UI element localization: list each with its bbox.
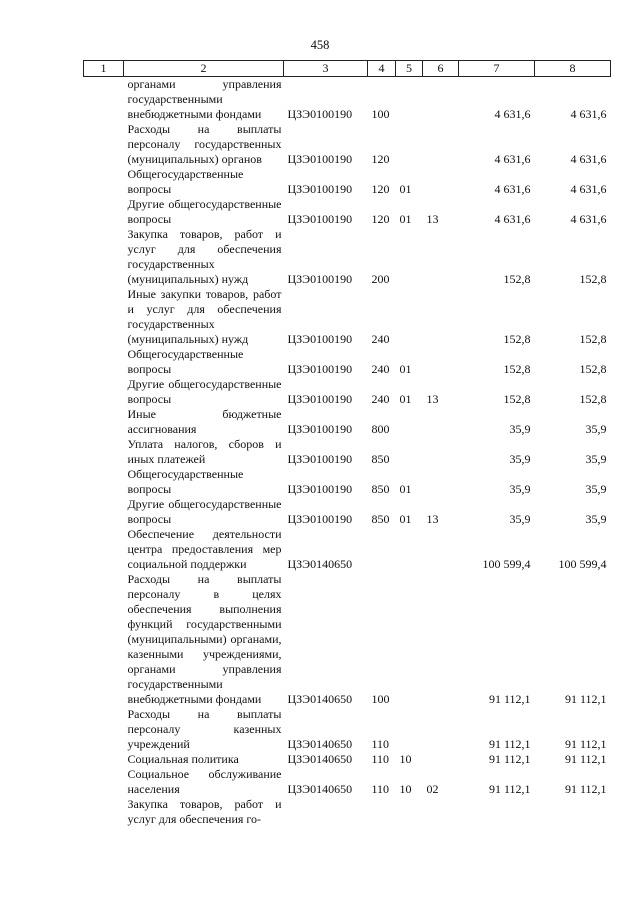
item-name-cell: Другие общегосударственные вопросы [127,497,282,526]
subsection-cell [423,167,459,197]
section-cell [396,77,423,123]
amount-col7-cell: 91 112,1 [488,782,531,796]
table-row [84,572,611,707]
item-name-cell: Закупка товаров, работ и услуг для обеспечения государственных (муниципальных) нужд [127,227,282,286]
amount-col7-cell: 35,9 [509,512,531,526]
table-row [84,122,611,167]
amount-col7-cell: 4 631,6 [494,152,531,166]
target-code-cell [284,797,368,827]
amount-col8-cell: 100 599,4 [558,557,607,571]
table-row [84,767,611,797]
expense-type-cell: 240 [371,362,390,376]
subsection-cell [423,467,459,497]
table-row [84,377,611,407]
amount-col7-cell: 91 112,1 [488,692,531,706]
subsection-cell [423,797,459,827]
item-name-cell: Другие общегосударственные вопросы [127,197,282,226]
budget-table [83,60,611,827]
column-header: 4 [368,61,396,77]
expense-type-cell: 100 [371,692,390,706]
page-number: 458 [310,38,330,52]
table-row [84,347,611,377]
subsection-cell [423,572,459,707]
amount-col7-cell [459,797,535,827]
item-name-cell: Иные бюджетные ассигнования [127,407,282,436]
section-cell [396,707,423,752]
expense-type-cell [368,797,396,827]
table-row [84,797,611,827]
amount-col8-cell: 152,8 [579,332,607,346]
amount-col7-cell: 4 631,6 [494,107,531,121]
expense-type-cell: 110 [371,752,390,766]
subsection-cell [423,347,459,377]
section-cell: 01 [399,512,412,526]
amount-col8-cell: 91 112,1 [564,737,607,751]
expense-type-cell: 110 [371,737,390,751]
target-code-cell: ЦЗЭ0140650 [287,752,353,766]
row-number-cell [84,572,124,707]
amount-col7-cell: 152,8 [503,362,531,376]
column-header: 5 [396,61,423,77]
target-code-cell: ЦЗЭ0100190 [287,452,353,466]
amount-col8-cell: 35,9 [585,422,607,436]
expense-type-cell: 850 [371,452,390,466]
section-cell [396,437,423,467]
section-cell [396,287,423,347]
expense-type-cell [368,527,396,572]
target-code-cell: ЦЗЭ0100190 [287,107,353,121]
expense-type-cell: 110 [371,782,390,796]
section-cell: 01 [399,212,412,226]
expense-type-cell: 120 [371,212,390,226]
section-cell [396,797,423,827]
row-number-cell [84,752,124,767]
expense-type-cell: 800 [371,422,390,436]
subsection-cell: 02 [426,782,439,796]
amount-col8-cell: 35,9 [585,482,607,496]
row-number-cell [84,167,124,197]
item-name-cell: Социальная политика [127,752,239,766]
subsection-cell: 13 [426,392,439,406]
subsection-cell [423,707,459,752]
amount-col8-cell: 4 631,6 [570,212,607,226]
subsection-cell: 13 [426,212,439,226]
row-number-cell [84,227,124,287]
target-code-cell: ЦЗЭ0100190 [287,182,353,196]
expense-type-cell: 240 [371,392,390,406]
column-header: 7 [459,61,535,77]
expense-type-cell: 850 [371,482,390,496]
target-code-cell: ЦЗЭ0100190 [287,272,353,286]
target-code-cell: ЦЗЭ0100190 [287,422,353,436]
amount-col8-cell: 91 112,1 [564,782,607,796]
target-code-cell: ЦЗЭ0100190 [287,332,353,346]
table-row [84,497,611,527]
expense-type-cell: 850 [371,512,390,526]
amount-col7-cell: 35,9 [509,422,531,436]
expense-type-cell: 100 [371,107,390,121]
header-row [84,61,611,77]
target-code-cell: ЦЗЭ0140650 [287,782,353,796]
row-number-cell [84,437,124,467]
amount-col7-cell: 4 631,6 [494,182,531,196]
amount-col7-cell: 91 112,1 [488,737,531,751]
table-row [84,752,611,767]
item-name-cell: Закупка товаров, работ и услуг для обеспечения го- [127,797,282,826]
item-name-cell: Уплата налогов, сборов и иных платежей [127,437,282,466]
row-number-cell [84,467,124,497]
row-number-cell [84,347,124,377]
table-row [84,287,611,347]
item-name-cell: Расходы на выплаты персоналу в целях обеспечения выполнения функций государственными (муниципальными) органами, казенными учреждениями, органами управления государственными внебюджетными фондами [127,572,282,706]
amount-col8-cell: 91 112,1 [564,752,607,766]
subsection-cell [423,287,459,347]
column-header: 8 [535,61,611,77]
amount-col7-cell: 4 631,6 [494,212,531,226]
amount-col8-cell: 152,8 [579,392,607,406]
subsection-cell: 13 [426,512,439,526]
row-number-cell [84,122,124,167]
row-number-cell [84,287,124,347]
item-name-cell: Иные закупки товаров, работ и услуг для обеспечения государственных (муниципальных) нужд [127,287,282,346]
target-code-cell: ЦЗЭ0100190 [287,392,353,406]
subsection-cell [423,227,459,287]
item-name-cell: Обеспечение деятельности центра предоставления мер социальной поддержки [127,527,282,571]
amount-col7-cell: 35,9 [509,452,531,466]
row-number-cell [84,707,124,752]
row-number-cell [84,407,124,437]
expense-type-cell: 120 [371,152,390,166]
section-cell: 10 [399,752,412,766]
section-cell [396,572,423,707]
column-header: 1 [84,61,124,77]
amount-col7-cell: 100 599,4 [482,557,531,571]
target-code-cell: ЦЗЭ0140650 [287,557,353,571]
subsection-cell [423,527,459,572]
item-name-cell: Социальное обслуживание населения [127,767,282,796]
row-number-cell [84,497,124,527]
subsection-cell [423,77,459,123]
row-number-cell [84,77,124,123]
column-header: 2 [124,61,284,77]
table-row [84,437,611,467]
amount-col8-cell: 4 631,6 [570,152,607,166]
subsection-cell [423,437,459,467]
amount-col7-cell: 91 112,1 [488,752,531,766]
target-code-cell: ЦЗЭ0100190 [287,362,353,376]
amount-col8-cell: 35,9 [585,512,607,526]
amount-col8-cell: 152,8 [579,362,607,376]
target-code-cell: ЦЗЭ0140650 [287,692,353,706]
item-name-cell: Другие общегосударственные вопросы [127,377,282,406]
section-cell: 01 [399,362,412,376]
subsection-cell [423,122,459,167]
section-cell: 10 [399,782,412,796]
table-row [84,407,611,437]
amount-col7-cell: 35,9 [509,482,531,496]
table-row [84,167,611,197]
expense-type-cell: 120 [371,182,390,196]
table-row [84,227,611,287]
amount-col8-cell: 91 112,1 [564,692,607,706]
subsection-cell [423,752,459,767]
item-name-cell: Расходы на выплаты персоналу казенных учреждений [127,707,282,751]
item-name-cell: органами управления государственными внебюджетными фондами [127,77,282,121]
row-number-cell [84,197,124,227]
section-cell [396,227,423,287]
item-name-cell: Общегосударственные вопросы [127,347,244,376]
section-cell [396,527,423,572]
amount-col8-cell: 35,9 [585,452,607,466]
amount-col8-cell: 152,8 [579,272,607,286]
table-row [84,197,611,227]
table-row [84,527,611,572]
section-cell: 01 [399,182,412,196]
table-row [84,77,611,123]
row-number-cell [84,527,124,572]
column-header: 6 [423,61,459,77]
amount-col7-cell: 152,8 [503,332,531,346]
target-code-cell: ЦЗЭ0100190 [287,482,353,496]
target-code-cell: ЦЗЭ0100190 [287,512,353,526]
expense-type-cell: 200 [371,272,390,286]
amount-col7-cell: 152,8 [503,272,531,286]
amount-col7-cell: 152,8 [503,392,531,406]
target-code-cell: ЦЗЭ0140650 [287,737,353,751]
table-row [84,707,611,752]
table-row [84,467,611,497]
section-cell: 01 [399,482,412,496]
section-cell [396,122,423,167]
column-header: 3 [284,61,368,77]
target-code-cell: ЦЗЭ0100190 [287,212,353,226]
item-name-cell: Общегосударственные вопросы [127,167,244,196]
row-number-cell [84,377,124,407]
item-name-cell: Расходы на выплаты персоналу государственных (муниципальных) органов [127,122,282,166]
target-code-cell: ЦЗЭ0100190 [287,152,353,166]
subsection-cell [423,407,459,437]
row-number-cell [84,797,124,827]
amount-col8-cell [535,797,611,827]
item-name-cell: Общегосударственные вопросы [127,467,244,496]
row-number-cell [84,767,124,797]
section-cell: 01 [399,392,412,406]
section-cell [396,407,423,437]
expense-type-cell: 240 [371,332,390,346]
amount-col8-cell: 4 631,6 [570,107,607,121]
amount-col8-cell: 4 631,6 [570,182,607,196]
